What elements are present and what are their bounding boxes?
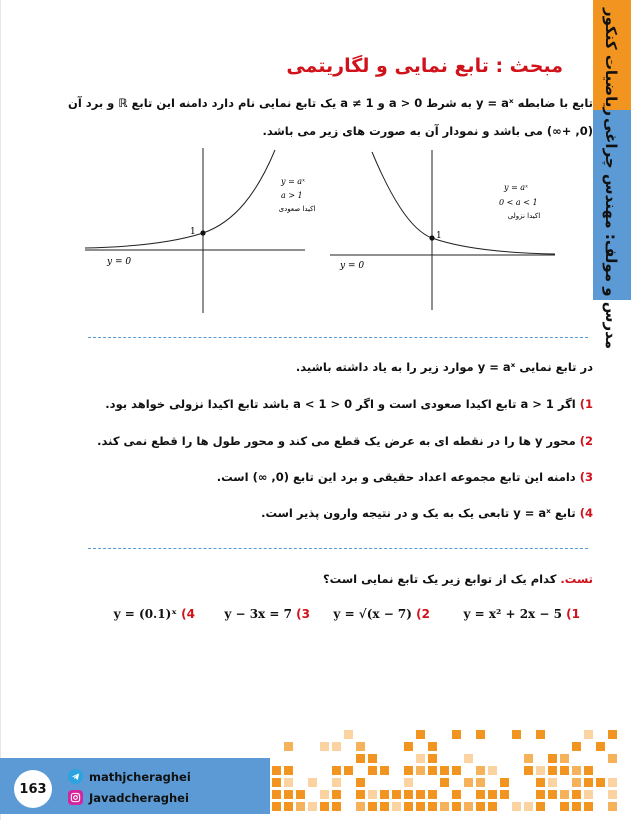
pixel-square <box>320 790 329 799</box>
pixel-square <box>452 730 461 739</box>
pixel-square <box>596 742 605 751</box>
pixel-square <box>404 742 413 751</box>
option-expr: y − 3x = 7 <box>224 607 292 621</box>
pixel-square <box>596 778 605 787</box>
pixel-square <box>368 802 377 811</box>
pixel-square <box>428 754 437 763</box>
pixel-square <box>548 754 557 763</box>
pixel-square <box>560 802 569 811</box>
pixel-square <box>464 754 473 763</box>
pixel-square <box>284 742 293 751</box>
pixel-square <box>584 778 593 787</box>
pixel-square <box>284 802 293 811</box>
pixel-square <box>608 730 617 739</box>
pixel-square <box>476 730 485 739</box>
pixel-square <box>332 802 341 811</box>
pixel-square <box>464 778 473 787</box>
pixel-square <box>404 778 413 787</box>
pixel-square <box>488 802 497 811</box>
pixel-square <box>416 754 425 763</box>
pixel-square <box>560 790 569 799</box>
note-number: 4) <box>579 506 593 520</box>
pixel-square <box>272 802 281 811</box>
pixel-square <box>524 802 533 811</box>
note-number: 1) <box>579 397 593 411</box>
pixel-square <box>584 802 593 811</box>
test-question-text: کدام یک از توابع زیر یک تابع نمایی است؟ <box>322 572 557 586</box>
pixel-square <box>536 778 545 787</box>
telegram-icon <box>68 769 83 784</box>
pixel-square <box>308 778 317 787</box>
pixel-square <box>512 730 521 739</box>
separator <box>88 337 588 338</box>
pixel-square <box>500 778 509 787</box>
pixel-square <box>368 790 377 799</box>
graph-monotonic-label: اکیدا نزولی <box>507 212 541 220</box>
pixel-square <box>368 766 377 775</box>
note-item-2 <box>97 434 593 448</box>
pixel-square <box>428 742 437 751</box>
pixel-square <box>440 802 449 811</box>
separator <box>88 548 588 549</box>
pixel-square <box>296 802 305 811</box>
graph-formula: y = aˣ <box>281 177 305 186</box>
note-item-1 <box>105 397 593 411</box>
pixel-square <box>356 790 365 799</box>
option-number: 3) <box>296 607 310 621</box>
test-label: تست. <box>560 572 593 586</box>
graph-monotonic-label: اکیدا صعودی <box>278 205 316 213</box>
asymptote-label: y = 0 <box>107 257 132 267</box>
pixel-square <box>560 754 569 763</box>
pixel-square <box>452 802 461 811</box>
note-text: محور y ها را در نقطه ای به عرض یک قطع می کند و محور طول ها را قطع نمی کند. <box>97 434 576 448</box>
graph-increasing <box>85 148 316 318</box>
pixel-square <box>416 802 425 811</box>
note-text: اگر a > 1 تابع اکیدا صعودی است و اگر 0 < a < 1 باشد تابع اکیدا نزولی خواهد بود. <box>105 397 576 411</box>
pixel-square <box>584 766 593 775</box>
telegram-handle: mathjcheraghei <box>89 769 191 784</box>
pixel-square <box>404 766 413 775</box>
pixel-square <box>380 766 389 775</box>
pixel-square <box>392 790 401 799</box>
option-number: 4) <box>181 607 195 621</box>
pixel-square <box>356 802 365 811</box>
graph-condition: a > 1 <box>281 191 303 200</box>
pixel-square <box>320 742 329 751</box>
pixel-square <box>296 790 305 799</box>
instagram-link[interactable] <box>68 790 189 805</box>
pixel-square <box>524 754 533 763</box>
sidebar-subject: ریاضیات کنکور <box>602 8 620 117</box>
graph-condition: 0 < a < 1 <box>499 198 538 207</box>
pixel-square <box>464 802 473 811</box>
pixel-square <box>488 766 497 775</box>
test-question <box>323 572 593 586</box>
intro-line-2: (0, +∞) می باشد و نمودار آن به صورت های زیر می باشد. <box>262 124 593 138</box>
pixel-square <box>332 778 341 787</box>
pixel-square <box>428 802 437 811</box>
pixel-square <box>356 742 365 751</box>
pixel-square <box>572 802 581 811</box>
note-item-3 <box>217 470 593 484</box>
point-label: 1 <box>190 227 196 237</box>
increasing-curve <box>85 150 275 248</box>
telegram-link[interactable] <box>68 769 191 784</box>
notes-heading: در تابع نمایی y = aˣ موارد زیر را به یاد داشته باشید. <box>295 360 593 374</box>
pixel-square <box>476 778 485 787</box>
asymptote-label: y = 0 <box>340 261 365 271</box>
pixel-square <box>416 790 425 799</box>
pixel-square <box>404 790 413 799</box>
option-number: 2) <box>416 607 430 621</box>
pixel-square <box>608 790 617 799</box>
pixel-square <box>476 802 485 811</box>
pixel-square <box>524 766 533 775</box>
instagram-handle: Javadcheraghei <box>89 790 189 805</box>
instagram-icon <box>68 790 83 805</box>
pixel-square <box>368 754 377 763</box>
option-4[interactable] <box>114 607 195 621</box>
pixel-square <box>416 730 425 739</box>
pixel-square <box>560 766 569 775</box>
pixel-square <box>500 790 509 799</box>
pixel-square <box>536 802 545 811</box>
pixel-square <box>332 766 341 775</box>
pixel-square <box>548 766 557 775</box>
intro-line-1: تابع با ضابطه y = aˣ به شرط a > 0 و a ≠ 1 یک تابع نمایی نام دارد دامنه این تابع ℝ و برد آن <box>68 96 593 110</box>
pixel-square <box>428 766 437 775</box>
test-options <box>100 607 580 627</box>
pixel-square <box>320 802 329 811</box>
pixel-square <box>440 766 449 775</box>
pixel-square <box>476 790 485 799</box>
pixel-square <box>344 730 353 739</box>
note-item-4 <box>261 506 593 520</box>
pixel-square <box>380 802 389 811</box>
pixel-square <box>548 778 557 787</box>
note-text: دامنه این تابع مجموعه اعداد حقیقی و برد این تابع (0, ∞) است. <box>216 470 576 484</box>
option-expr: y = (0.1)ˣ <box>113 607 177 621</box>
pixel-square <box>272 766 281 775</box>
pixel-square <box>380 790 389 799</box>
pixel-square <box>392 802 401 811</box>
pixel-square <box>476 766 485 775</box>
pixel-square <box>536 730 545 739</box>
note-text: تابع y = aˣ تابعی یک به یک و در نتیجه وارون پذیر است. <box>261 506 576 520</box>
pixel-square <box>356 778 365 787</box>
pixel-square <box>452 766 461 775</box>
note-number: 2) <box>579 434 593 448</box>
pixel-square <box>608 754 617 763</box>
pixel-square <box>536 790 545 799</box>
pixel-square <box>512 802 521 811</box>
pixel-square <box>404 802 413 811</box>
pixel-square <box>452 790 461 799</box>
pixel-square <box>584 730 593 739</box>
pixel-square <box>284 778 293 787</box>
pixel-square <box>332 742 341 751</box>
section-title: مبحث : تابع نمایی و لگاریتمی <box>286 55 563 77</box>
graph-decreasing <box>330 150 560 315</box>
option-1[interactable] <box>464 607 581 621</box>
pixel-square <box>584 790 593 799</box>
pixel-square <box>308 802 317 811</box>
pixel-square <box>428 790 437 799</box>
option-expr: y = x² + 2x − 5 <box>463 607 562 621</box>
intercept-point <box>429 235 434 240</box>
pixel-square <box>572 742 581 751</box>
pixel-square <box>416 766 425 775</box>
pixel-square <box>608 802 617 811</box>
option-2[interactable] <box>333 607 430 621</box>
sidebar-author: مدرس و مولف: مهندس چراغی <box>602 118 620 350</box>
option-number: 1) <box>566 607 580 621</box>
pixel-square <box>572 766 581 775</box>
pixel-square <box>272 790 281 799</box>
pixel-square <box>284 766 293 775</box>
pixel-square <box>572 778 581 787</box>
point-label: 1 <box>436 231 442 241</box>
pixel-square <box>548 790 557 799</box>
pixel-square <box>344 766 353 775</box>
pixel-square <box>356 754 365 763</box>
option-expr: y = √(x − 7) <box>333 607 412 621</box>
pixel-square <box>488 790 497 799</box>
pixel-square <box>572 790 581 799</box>
pixel-square <box>284 790 293 799</box>
pixel-square <box>440 778 449 787</box>
graph-formula: y = aˣ <box>504 183 528 192</box>
pixel-square <box>272 778 281 787</box>
note-number: 3) <box>579 470 593 484</box>
pixel-square <box>608 778 617 787</box>
pixel-square <box>332 790 341 799</box>
pixel-square <box>536 766 545 775</box>
option-3[interactable] <box>224 607 310 621</box>
page-number: 163 <box>14 770 52 808</box>
intercept-point <box>200 230 205 235</box>
